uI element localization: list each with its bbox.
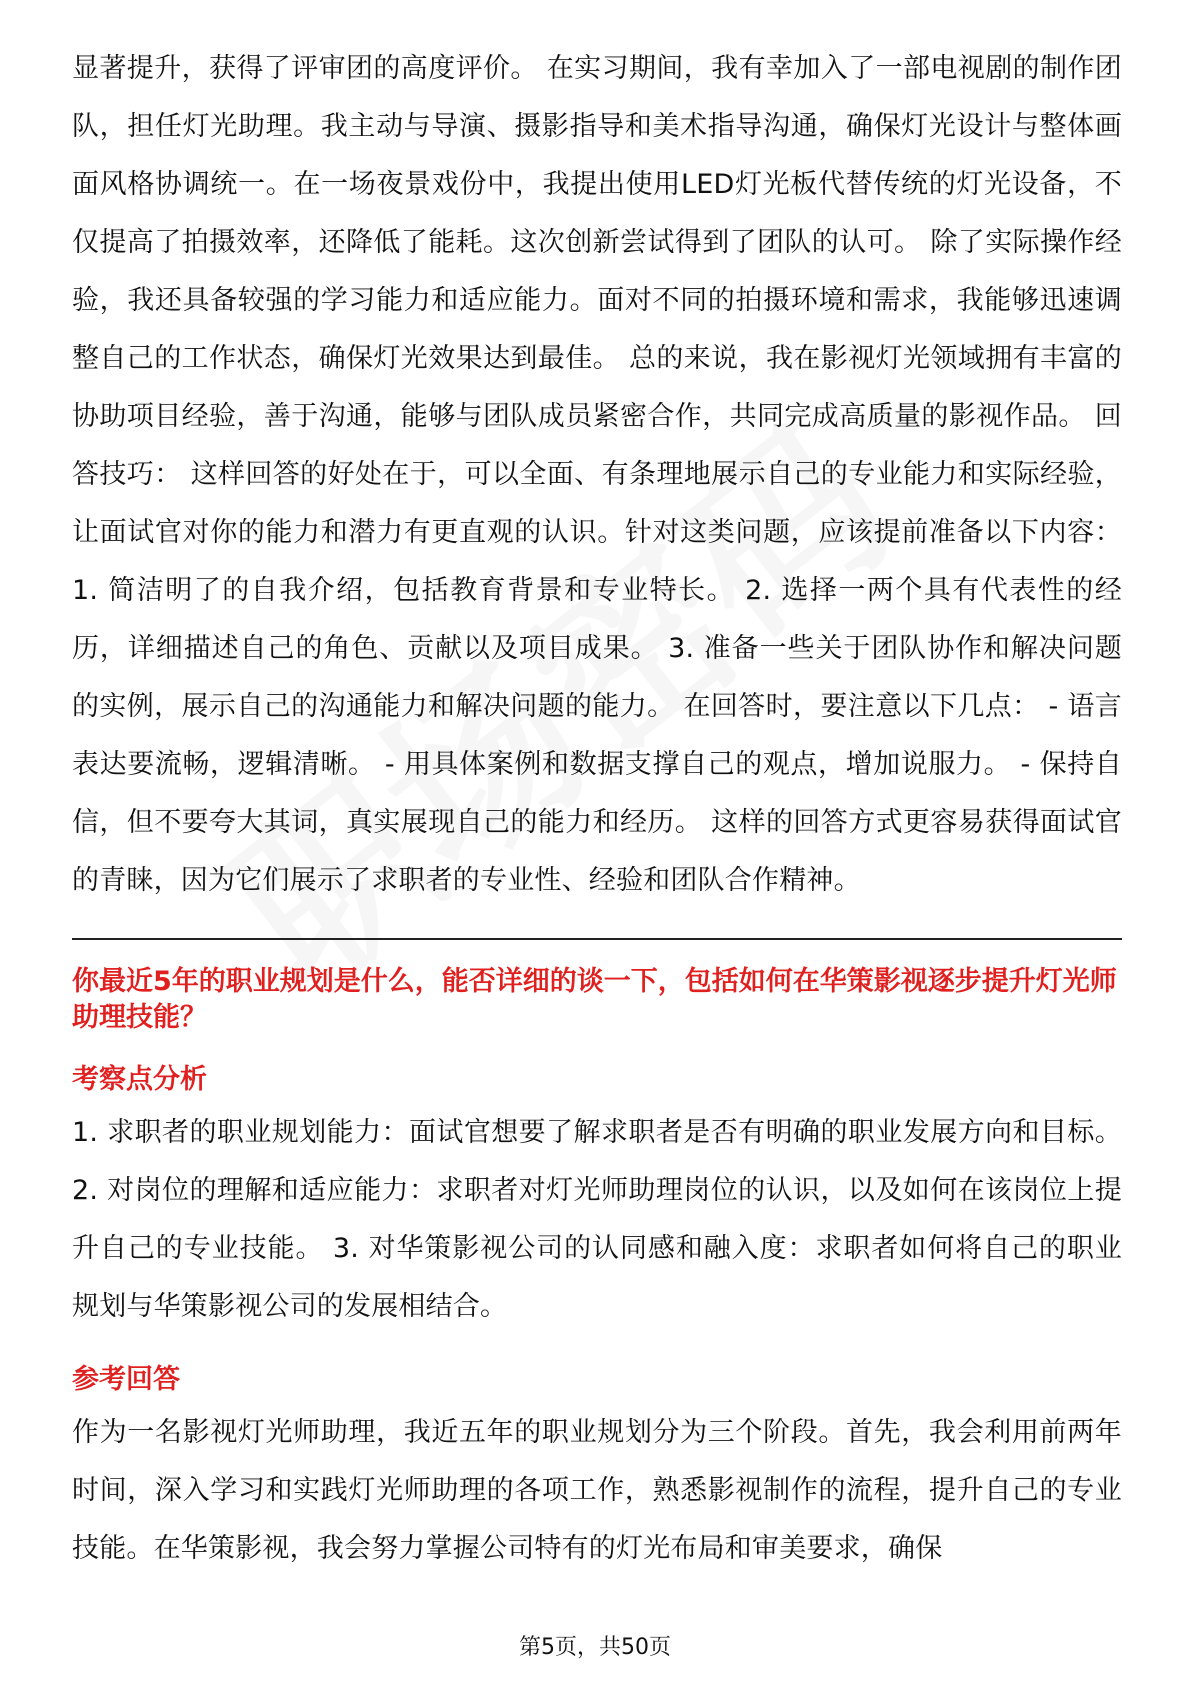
analysis-paragraph: 1. 求职者的职业规划能力：面试官想要了解求职者是否有明确的职业发展方向和目标。 2. 对岗位的理解和适应能力：求职者对灯光师助理岗位的认识，以及如何在该岗位上提升自己的专业技能。 3. 对华策影视公司的认同感和融入度：求职者如何将自己的职业规划与华策影视公司的发展相结合。 xyxy=(72,1117,1122,1322)
section-divider xyxy=(72,938,1122,940)
interview-question: 你最近5年的职业规划是什么，能否详细的谈一下，包括如何在华策影视逐步提升灯光师助理技能？ xyxy=(72,966,1117,1033)
reference-heading: 参考回答 xyxy=(72,1364,180,1395)
reference-section xyxy=(72,1362,1122,1578)
page-number: 第5页，共50页 xyxy=(519,1635,671,1660)
intro-paragraph: 显著提升，获得了评审团的高度评价。 在实习期间，我有幸加入了一部电视剧的制作团队，担任灯光助理。我主动与导演、摄影指导和美术指导沟通，确保灯光设计与整体画面风格协调统一。在一场夜景戏份中，我提出使用LED灯光板代替传统的灯光设备，不仅提高了拍摄效率，还降低了能耗。这次创新尝试得到了团队的认可。 除了实际操作经验，我还具备较强的学习能力和适应能力。面对不同的拍摄环境和需求，我能够迅速调整自己的工作状态，确保灯光效果达到最佳。 总的来说，我在影视灯光领域拥有丰富的协助项目经验，善于沟通，能够与团队成员紧密合作，共同完成高质量的影视作品。 回答技巧： 这样回答的好处在于，可以全面、有条理地展示自己的专业能力和实际经验，让面试官对你的能力和潜力有更直观的认识。针对这类问题，应该提前准备以下内容： 1. 简洁明了的自我介绍，包括教育背景和专业特长。 2. 选择一两个具有代表性的经历，详细描述自己的角色、贡献以及项目成果。 3. 准备一些关于团队协作和解决问题的实例，展示自己的沟通能力和解决问题的能力。 在回答时，要注意以下几点： - 语言表达要流畅，逻辑清晰。 - 用具体案例和数据支撑自己的观点，增加说服力。 - 保持自信，但不要夸大其词，真实展现自己的能力和经历。 这样的回答方式更容易获得面试官的青睐，因为它们展示了求职者的专业性、经验和团队合作精神。 xyxy=(72,53,1122,896)
reference-paragraph: 作为一名影视灯光师助理，我近五年的职业规划分为三个阶段。首先，我会利用前两年时间，深入学习和实践灯光师助理的各项工作，熟悉影视制作的流程，提升自己的专业技能。在华策影视，我会努力掌握公司特有的灯光布局和审美要求，确保 xyxy=(72,1417,1122,1564)
analysis-heading: 考察点分析 xyxy=(72,1064,207,1095)
page-content xyxy=(72,40,1122,1604)
analysis-section xyxy=(72,1062,1122,1336)
